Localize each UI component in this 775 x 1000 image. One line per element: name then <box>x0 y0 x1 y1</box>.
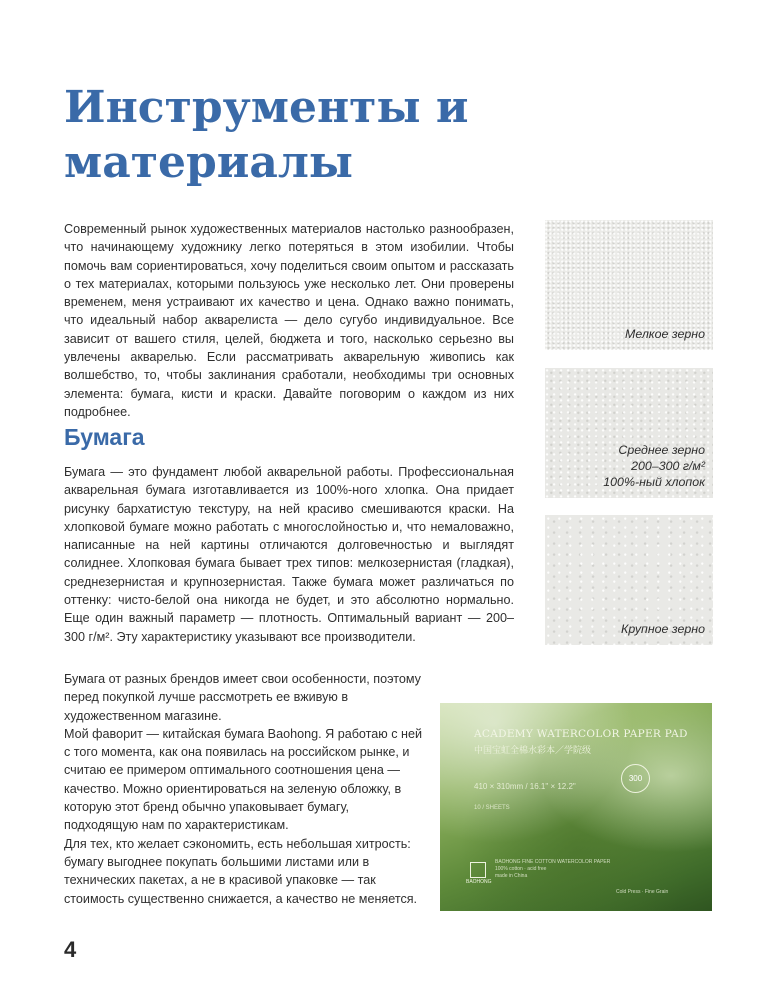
medium-grain-caption-line: 100%-ный хлопок <box>603 475 705 489</box>
pad-info-line: 100% cotton · acid free <box>495 866 547 872</box>
pad-size: 410 × 310mm / 16.1" × 12.2" <box>474 782 576 791</box>
page-number: 4 <box>64 937 77 962</box>
pad-subtitle: 中国宝虹全棉水彩本／学院级 <box>474 745 592 755</box>
paper-heading: Бумага <box>64 424 145 450</box>
medium-grain-caption-line: Среднее зерно <box>618 443 705 457</box>
fine-grain-swatch <box>545 220 713 350</box>
brands-paragraph-3: Для тех, кто желает сэкономить, есть небольшая хитрость: бумагу выгоднее покупать большими листами или в технических пакетах, а не в красивой упаковке — так стоимость существенно снижается, а качество не меняется. <box>64 836 418 906</box>
pad-sheets: 10 / SHEETS <box>474 805 510 811</box>
brands-text <box>64 670 422 908</box>
baohong-logo-icon <box>470 862 486 878</box>
page-title: Инструменты и материалы <box>64 82 469 188</box>
pad-info-line: BAOHONG FINE COTTON WATERCOLOR PAPER <box>495 859 611 865</box>
brands-paragraph-2: Мой фаворит — китайская бумага Baohong. Я работаю с ней с того момента, как она появилась на российском рынке, и считаю ее примером оптимального соотношения цена — качество. Можно ориентироваться на зеленую обложку, в которую этот бренд обычно упаковывает бумагу, подходящую нам по характеристикам. <box>64 726 423 833</box>
fine-grain-caption: Мелкое зерно <box>625 327 705 341</box>
pad-weight-badge: 300 <box>621 764 650 793</box>
pad-info-line: made in China <box>495 873 528 879</box>
pad-title: ACADEMY WATERCOLOR PAPER PAD <box>474 728 688 740</box>
pad-info-right: Cold Press · Fine Grain <box>616 889 669 895</box>
paper-paragraph: Бумага — это фундамент любой акварельной работы. Профессиональная акварельная бумага изготавливается из 100%-ного хлопка. Она придает рисунку бархатистую текстуру, на ней красиво смешиваются краски. На хлопковой бумаге можно работать с многослойностью и, что немаловажно, написанные на ней картины отличаются долговечностью и выглядят солиднее. Хлопковая бумага бывает трех типов: мелкозернистая (гладкая), среднезернистая и крупнозернистая. Также бумага может различаться по оттенку: чисто-белой она никогда не будет, и это абсолютно нормально. Еще один важный параметр — плотность. Оптимальный вариант — 200–300 г/м². Эту характеристику указывают все производители. <box>64 465 514 644</box>
medium-grain-swatch <box>545 368 713 498</box>
intro-paragraph: Современный рынок художественных материалов настолько разнообразен, что начинающему художнику легко потеряться в этом изобилии. Чтобы помочь вам сориентироваться, хочу поделиться своим опытом и рассказать о тех материалах, которыми пользуюсь уже несколько лет. Они проверены временем, меня устраивают их качество и цена. Однако важно понимать, что идеальный набор акварелиста — дело сугубо индивидуальное. Все зависит от вашего стиля, целей, бюджета и того, насколько серьезно вы увлечены акварелью. Если рассматривать акварельную живопись как волшебство, то, чтобы заклинания сработали, необходимы три основных элемента: бумага, кисти и краски. Давайте поговорим о каждом из них подробнее. <box>64 222 514 419</box>
rough-grain-swatch <box>545 515 713 645</box>
medium-grain-caption <box>603 442 705 490</box>
brands-paragraph-1: Бумага от разных брендов имеет свои особенности, поэтому перед покупкой лучше рассмотреть ее вживую в художественном магазине. <box>64 672 421 723</box>
medium-grain-caption-line: 200–300 г/м² <box>631 459 705 473</box>
pad-info-lines <box>495 859 610 880</box>
baohong-paper-pad-photo <box>440 703 712 911</box>
pad-logo-text: BAOHONG <box>466 879 492 885</box>
rough-grain-caption: Крупное зерно <box>621 622 705 636</box>
